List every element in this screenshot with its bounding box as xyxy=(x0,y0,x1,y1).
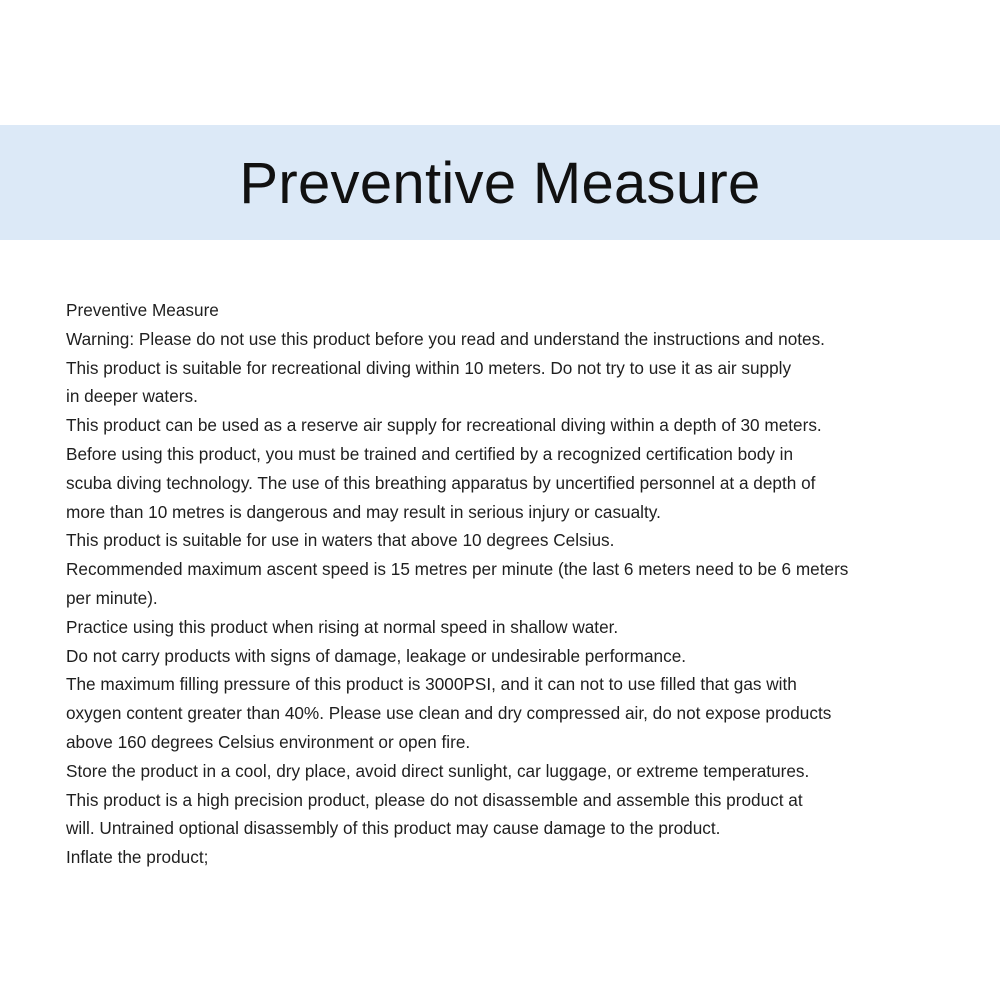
text-line: This product is suitable for recreational diving within 10 meters. Do not try to use it as air supply xyxy=(66,357,792,378)
text-line: Do not carry products with signs of damage, leakage or undesirable performance. xyxy=(66,645,687,666)
text-line: Inflate the product; xyxy=(66,847,209,868)
title-banner xyxy=(0,125,1000,240)
text-line: Before using this product, you must be trained and certified by a recognized certification body in xyxy=(66,443,794,464)
text-line: in deeper waters. xyxy=(66,386,198,407)
instructions-text xyxy=(66,296,976,872)
text-line: This product is a high precision product, please do not disassemble and assemble this product at xyxy=(66,789,803,810)
section-heading: Preventive Measure xyxy=(66,300,219,320)
text-line: will. Untrained optional disassembly of this product may cause damage to the product. xyxy=(66,818,721,839)
text-line: Warning: Please do not use this product before you read and understand the instructions and notes. xyxy=(66,328,825,349)
text-line: Practice using this product when rising at normal speed in shallow water. xyxy=(66,616,619,637)
text-line: more than 10 metres is dangerous and may result in serious injury or casualty. xyxy=(66,501,661,522)
text-line: The maximum filling pressure of this product is 3000PSI, and it can not to use filled that gas with xyxy=(66,674,797,695)
text-line: scuba diving technology. The use of this breathing apparatus by uncertified personnel at a depth of xyxy=(66,472,816,493)
text-line: This product is suitable for use in waters that above 10 degrees Celsius. xyxy=(66,530,615,551)
page-title: Preventive Measure xyxy=(239,151,761,216)
text-line: oxygen content greater than 40%. Please use clean and dry compressed air, do not expose products xyxy=(66,703,832,724)
text-line: This product can be used as a reserve air supply for recreational diving within a depth of 30 meters. xyxy=(66,415,822,436)
text-line: above 160 degrees Celsius environment or open fire. xyxy=(66,731,471,752)
text-line: Store the product in a cool, dry place, avoid direct sunlight, car luggage, or extreme temperatures. xyxy=(66,760,810,781)
text-line: Recommended maximum ascent speed is 15 metres per minute (the last 6 meters need to be 6 meters xyxy=(66,559,849,580)
text-line: per minute). xyxy=(66,587,158,608)
